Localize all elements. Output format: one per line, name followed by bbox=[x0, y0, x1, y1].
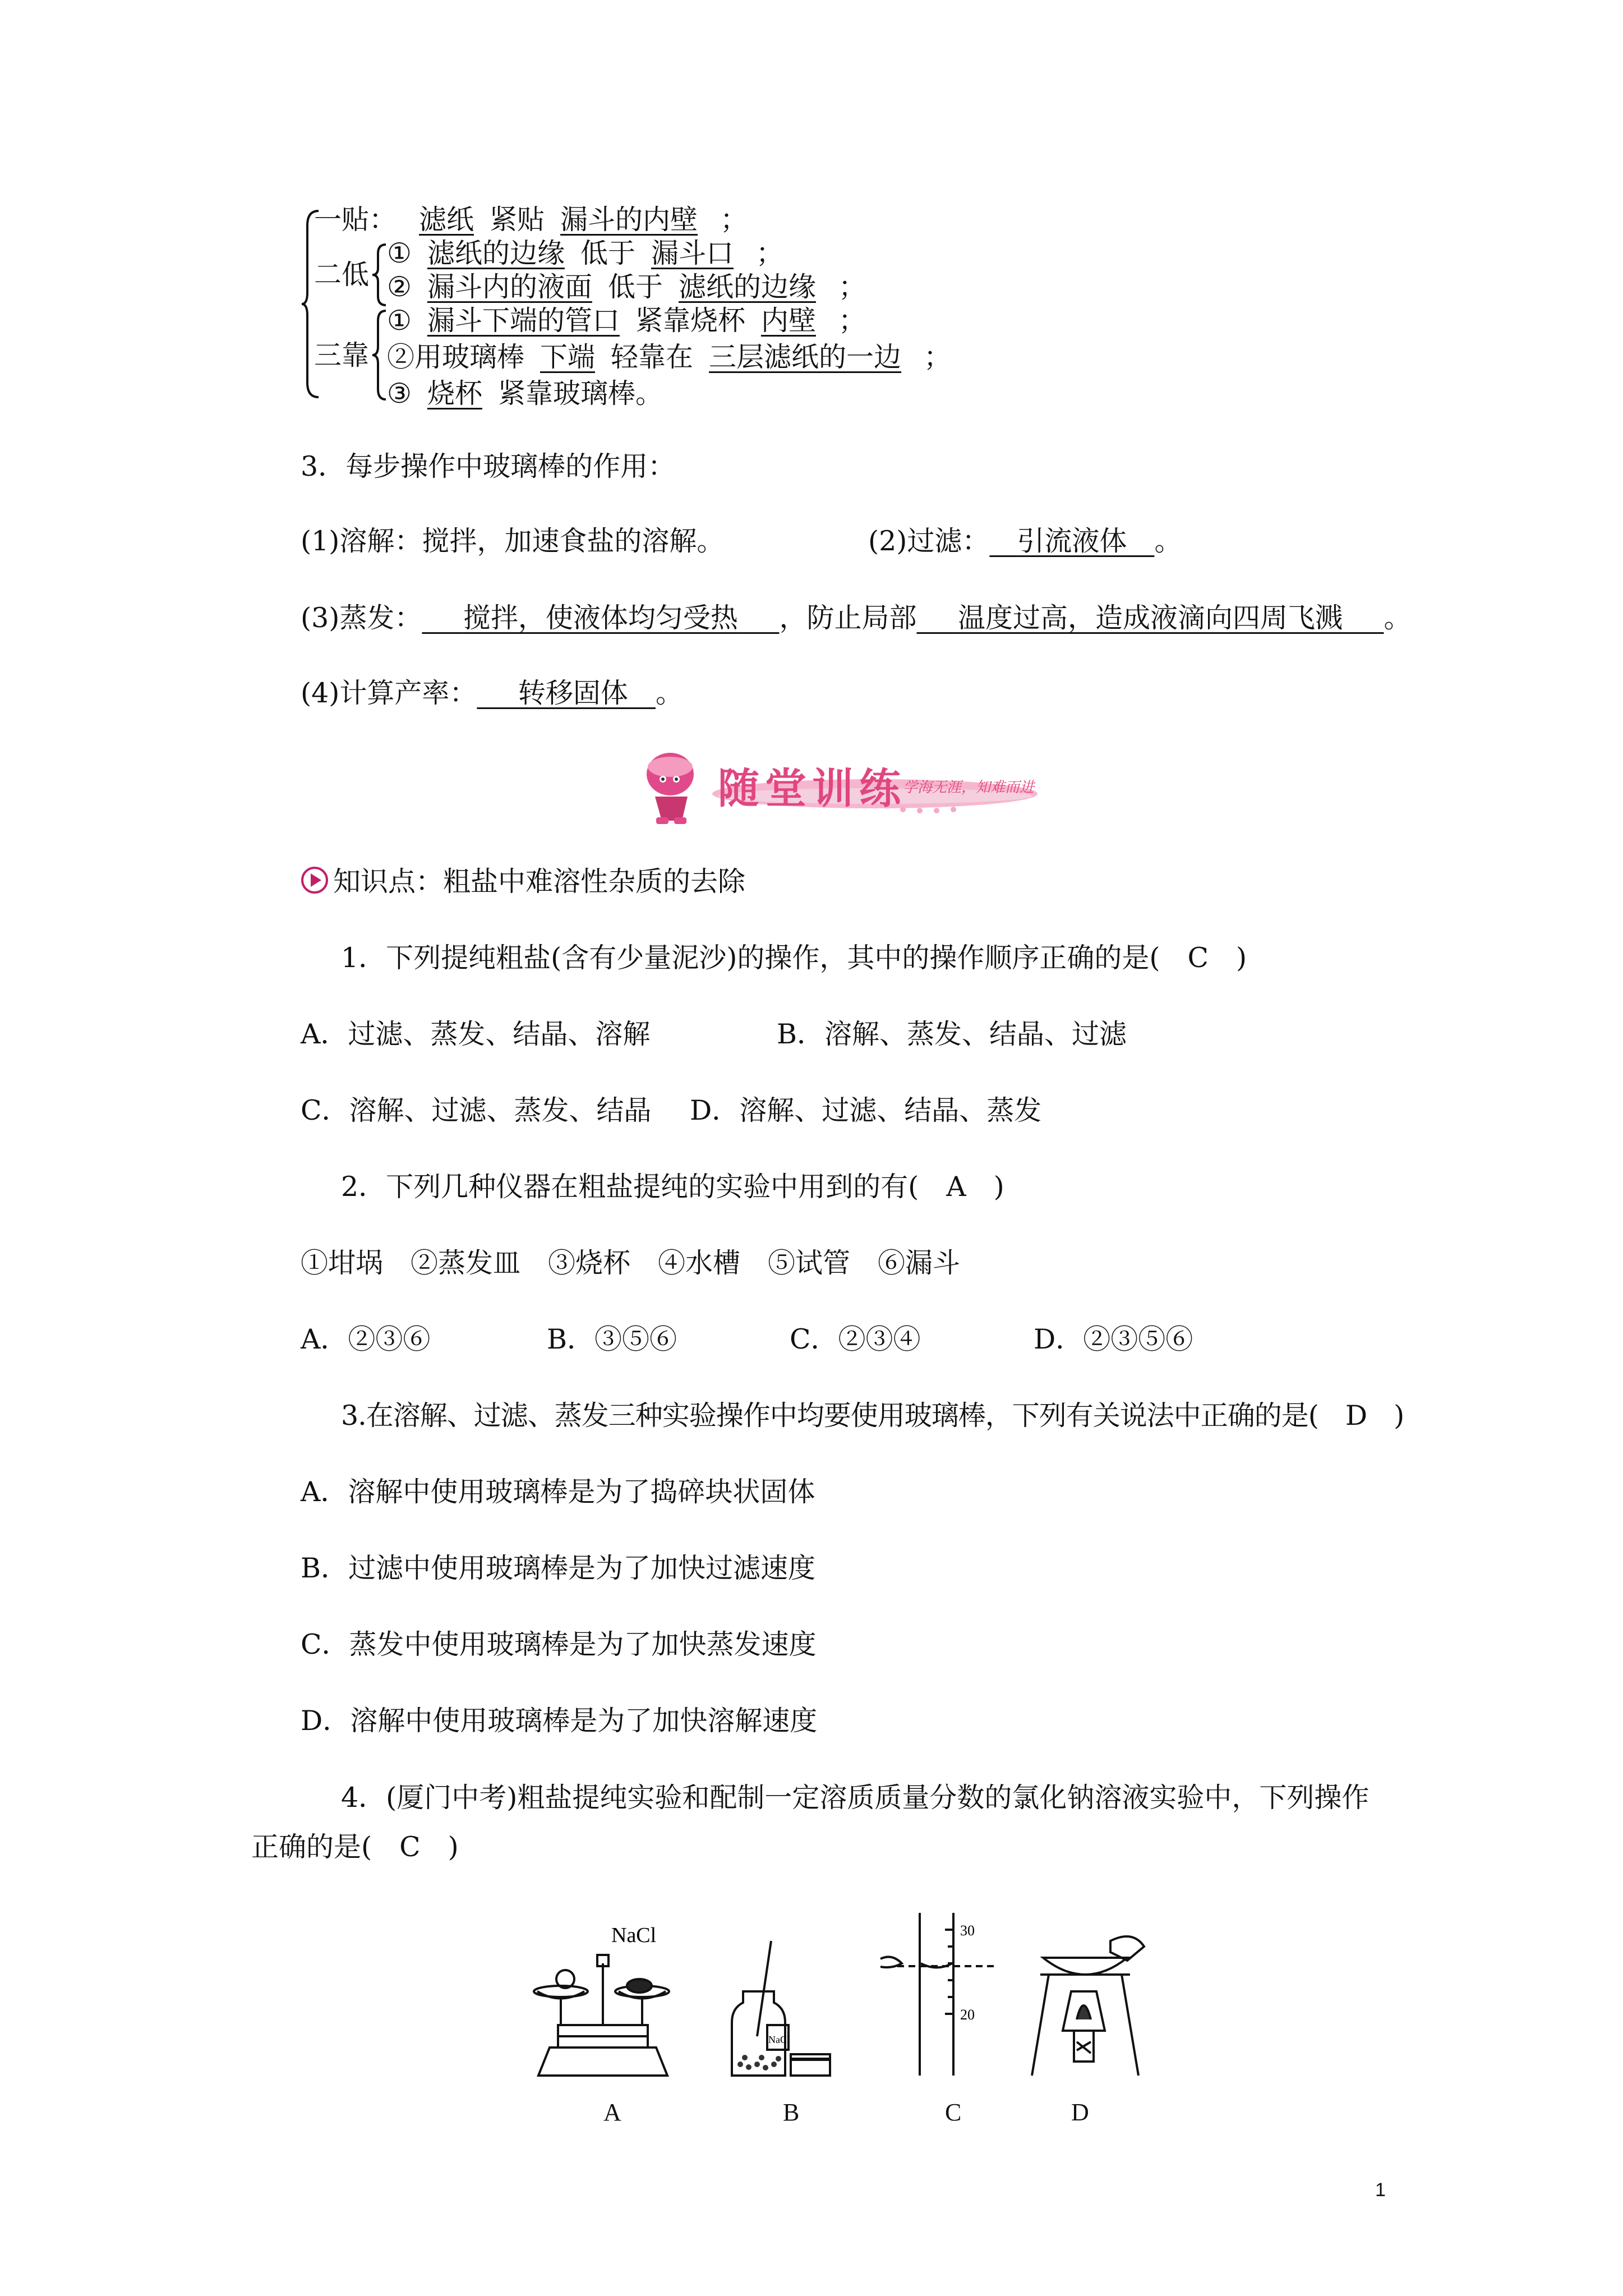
page-number: 1 bbox=[1375, 2179, 1386, 2201]
rule-three-2-end: ； bbox=[924, 341, 952, 373]
rule-three-2-answer-c: 三层滤纸的一边 bbox=[709, 341, 902, 373]
rule-two-1-answer-c: 漏斗口 bbox=[651, 237, 734, 269]
rule-three-2-pre: ②用玻璃棒 bbox=[387, 341, 525, 373]
practice-banner bbox=[639, 743, 1043, 827]
rod-evap-answer2 bbox=[916, 602, 1384, 634]
rule-three-1-answer-a: 漏斗下端的管口 bbox=[427, 305, 620, 337]
rod-evap-answer-text: 搅拌，使液体均匀受热 bbox=[463, 602, 738, 634]
rule-two-2-answer-c: 滤纸的边缘 bbox=[678, 271, 816, 303]
question-2-option-d: D．②③⑤⑥ bbox=[1034, 1323, 1193, 1355]
rule-three-3-answer-a: 烧杯 bbox=[427, 378, 482, 409]
figure-label-a: A bbox=[603, 2099, 621, 2126]
question-2-option-a: A．②③⑥ bbox=[301, 1323, 431, 1355]
cylinder-30-mark: 30 bbox=[960, 1922, 975, 1939]
banner-title: 随堂训练 bbox=[718, 765, 906, 813]
graduated-cylinder-figure bbox=[880, 1913, 998, 2076]
reagent-bottle-figure bbox=[732, 1941, 830, 2076]
rod-evaporate bbox=[301, 601, 1411, 635]
rule-three-lean-item1 bbox=[387, 304, 866, 338]
cylinder-20-mark: 20 bbox=[960, 2007, 975, 2023]
question-1-option-b: B．溶解、蒸发、结晶、过滤 bbox=[777, 1018, 1127, 1050]
rod-evap-answer2-text: 温度过高，造成液滴向四周飞溅 bbox=[957, 602, 1343, 634]
rule-three-1-text-b: 紧靠烧杯 bbox=[635, 305, 745, 337]
rod-yield-answer-text: 转移固体 bbox=[518, 677, 628, 709]
rod-evap-answer bbox=[422, 602, 779, 634]
item-number: ③ bbox=[387, 378, 412, 409]
rule-one-head: 一贴： bbox=[314, 204, 397, 236]
three-lean-brace bbox=[371, 309, 388, 402]
rule-two-low-head: 二低 bbox=[314, 259, 370, 291]
balance-figure bbox=[534, 1955, 669, 2076]
rule-two-2-answer-a: 漏斗内的液面 bbox=[427, 271, 592, 303]
question-2-items: ①坩埚 ②蒸发皿 ③烧杯 ④水槽 ⑤试管 ⑥漏斗 bbox=[301, 1247, 961, 1279]
question-4-line-2: 正确的是( C ) bbox=[251, 1831, 459, 1863]
question-2-option-b: B．③⑤⑥ bbox=[547, 1323, 677, 1355]
rod-filter-pre: (2)过滤： bbox=[868, 525, 990, 557]
item-number: ② bbox=[387, 271, 412, 303]
rule-two-2-text-b: 低于 bbox=[607, 271, 663, 303]
rod-evap-end: 。 bbox=[1384, 602, 1412, 634]
two-low-brace bbox=[371, 242, 388, 307]
question-4-line-1: 4．(厦门中考)粗盐提纯实验和配制一定溶质质量分数的氯化钠溶液实验中，下列操作 bbox=[341, 1782, 1370, 1814]
rule-three-lean-item2 bbox=[387, 341, 951, 374]
question-3-option-a: A．溶解中使用玻璃棒是为了捣碎块状固体 bbox=[301, 1476, 815, 1508]
rod-yield-end: 。 bbox=[655, 677, 683, 709]
mascot-icon bbox=[647, 753, 694, 824]
question-1: 1．下列提纯粗盐(含有少量泥沙)的操作，其中的操作顺序正确的是( C ) bbox=[341, 942, 1247, 974]
rule-two-low-item1 bbox=[387, 237, 783, 270]
rod-filter bbox=[868, 524, 1182, 558]
rule-two-1-text-b: 低于 bbox=[580, 237, 635, 269]
question-1-option-a: A．过滤、蒸发、结晶、溶解 bbox=[301, 1018, 651, 1050]
rule-one-answer-a: 滤纸 bbox=[419, 204, 474, 236]
rod-yield bbox=[301, 677, 683, 710]
rod-filter-answer bbox=[989, 525, 1154, 557]
figure-label-d: D bbox=[1071, 2099, 1089, 2126]
item-number: ① bbox=[387, 305, 412, 337]
banner-slogan: 学海无涯，知难而进 bbox=[903, 779, 1035, 796]
rule-three-1-answer-c: 内壁 bbox=[760, 305, 816, 337]
rod-yield-pre: (4)计算产率： bbox=[301, 677, 477, 709]
item-number: ① bbox=[387, 237, 412, 269]
rod-yield-answer bbox=[477, 677, 656, 709]
rod-section-title: 3．每步操作中玻璃棒的作用： bbox=[301, 450, 676, 482]
rule-one-text-b: 紧贴 bbox=[490, 204, 545, 236]
rule-two-low-item2 bbox=[387, 270, 866, 304]
question-1-option-d: D．溶解、过滤、结晶、蒸发 bbox=[690, 1094, 1042, 1126]
rod-evap-pre: (3)蒸发： bbox=[301, 602, 422, 634]
experiment-figures bbox=[527, 1907, 1155, 2109]
question-1-option-c: C．溶解、过滤、蒸发、结晶 bbox=[301, 1094, 652, 1126]
figure-label-c: C bbox=[945, 2099, 962, 2126]
rod-filter-end: 。 bbox=[1154, 525, 1182, 557]
balance-nacl-label: NaCl bbox=[611, 1924, 657, 1947]
question-3-option-c: C．蒸发中使用玻璃棒是为了加快蒸发速度 bbox=[301, 1628, 817, 1660]
rule-three-lean-head: 三靠 bbox=[314, 339, 370, 371]
rule-one-stick bbox=[314, 203, 748, 237]
rule-one-end: ； bbox=[720, 204, 748, 236]
rod-dissolve: (1)溶解：搅拌，加速食盐的溶解。 bbox=[301, 525, 725, 557]
rule-two-1-end: ； bbox=[755, 237, 783, 269]
rule-one-answer-c: 漏斗的内壁 bbox=[560, 204, 698, 236]
question-2-option-c: C．②③④ bbox=[790, 1323, 921, 1355]
question-3: 3.在溶解、过滤、蒸发三种实验操作中均要使用玻璃棒，下列有关说法中正确的是( D ) bbox=[341, 1400, 1404, 1432]
question-2: 2．下列几种仪器在粗盐提纯的实验中用到的有( A ) bbox=[341, 1171, 1004, 1203]
play-circle-icon bbox=[301, 866, 329, 894]
bottle-nacl-label: NaCl bbox=[768, 2034, 790, 2045]
rod-evap-mid: ，防止局部 bbox=[779, 602, 917, 634]
rule-three-lean-item3 bbox=[387, 377, 663, 411]
figure-label-b: B bbox=[783, 2099, 800, 2126]
question-3-option-b: B．过滤中使用玻璃棒是为了加快过滤速度 bbox=[301, 1552, 816, 1584]
rule-two-2-end: ； bbox=[838, 271, 866, 303]
rule-two-1-answer-a: 滤纸的边缘 bbox=[427, 237, 565, 269]
rule-three-3-text-b: 紧靠玻璃棒。 bbox=[497, 378, 663, 409]
question-3-option-d: D．溶解中使用玻璃棒是为了加快溶解速度 bbox=[301, 1705, 818, 1737]
knowledge-point-text: 知识点：粗盐中难溶性杂质的去除 bbox=[333, 866, 746, 898]
rod-filter-answer-text: 引流液体 bbox=[1017, 525, 1127, 557]
knowledge-point bbox=[301, 865, 745, 899]
rule-three-2-answer-a: 下端 bbox=[540, 341, 596, 373]
rule-three-1-end: ； bbox=[838, 305, 866, 337]
rule-three-2-text-b: 轻靠在 bbox=[611, 341, 694, 373]
evaporation-stand-figure bbox=[1032, 1936, 1144, 2076]
